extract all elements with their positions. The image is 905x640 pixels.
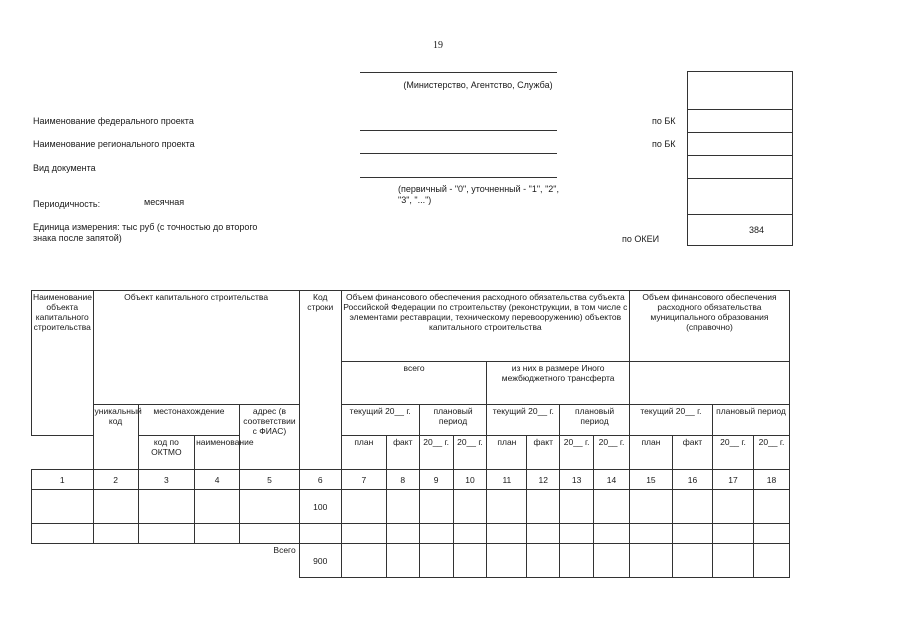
column-number: 6 [299, 470, 341, 490]
data-cell [93, 490, 138, 524]
header-unique-code: уникальный код [93, 405, 138, 470]
column-number: 4 [195, 470, 240, 490]
data-cell [594, 490, 630, 524]
header-object-name: Наименование объекта капитального строительства [32, 291, 94, 436]
data-cell [672, 490, 712, 524]
header-current-year-3: текущий 20__ г. [629, 405, 712, 436]
total-cell [560, 544, 594, 578]
column-number: 8 [386, 470, 419, 490]
header-subject-volume: Объем финансового обеспечения расходного обязательства субъекта Российской Федерации по строительству (реконструкции, в том числе с элементами реставрации, техническому перевооружению) объектов капитального строительства [341, 291, 629, 362]
header-year-9: 20__ г. [419, 436, 453, 470]
codes-box [687, 71, 793, 246]
header-transfer: из них в размере Иного межбюджетного трансферта [487, 362, 630, 405]
column-number: 13 [560, 470, 594, 490]
data-cell [419, 490, 453, 524]
header-fact-1: факт [386, 436, 419, 470]
header-capital-object: Объект капитального строительства [93, 291, 299, 405]
data-cell [712, 524, 753, 544]
column-number: 11 [487, 470, 527, 490]
data-cell [527, 490, 560, 524]
header-address: адрес (в соответствии с ФИАС) [240, 405, 300, 470]
bk-label-1: по БК [652, 116, 676, 126]
bk-label-2: по БК [652, 139, 676, 149]
data-cell [594, 524, 630, 544]
header-year-13: 20__ г. [560, 436, 594, 470]
data-cell [386, 524, 419, 544]
data-cell [195, 524, 240, 544]
data-cell [138, 490, 194, 524]
code-cell-federal [688, 110, 793, 133]
okei-label: по ОКЕИ [622, 234, 660, 244]
federal-project-label: Наименование федерального проекта [33, 116, 194, 126]
data-cell [240, 490, 300, 524]
data-cell [453, 524, 487, 544]
regional-project-label: Наименование регионального проекта [33, 139, 195, 149]
data-cell [32, 524, 94, 544]
header-total: всего [341, 362, 487, 405]
data-cell [487, 490, 527, 524]
header-year-10: 20__ г. [453, 436, 487, 470]
unit-label: Единица измерения: тыс руб (с точностью до второго знака после запятой) [33, 222, 258, 243]
header-planned-period-1: плановый период [419, 405, 487, 436]
column-number: 2 [93, 470, 138, 490]
data-cell [629, 490, 672, 524]
header-current-year-2: текущий 20__ г. [487, 405, 560, 436]
total-cell [753, 544, 789, 578]
doc-type-caption: (первичный - "0", уточненный - "1", "2", "3", "...") [398, 184, 559, 205]
header-municipal-volume: Объем финансового обеспечения расходного обязательства муниципального образования (справочно) [629, 291, 789, 362]
total-cell [712, 544, 753, 578]
ministry-caption: (Министерство, Агентство, Служба) [403, 80, 553, 90]
data-cell [453, 490, 487, 524]
federal-project-line [360, 130, 557, 131]
header-current-year-1: текущий 20__ г. [341, 405, 419, 436]
total-cell [341, 544, 386, 578]
column-number: 1 [32, 470, 94, 490]
column-number: 17 [712, 470, 753, 490]
header-year-14: 20__ г. [594, 436, 630, 470]
column-number: 18 [753, 470, 789, 490]
data-cell [629, 524, 672, 544]
data-cell [299, 524, 341, 544]
periodicity-label: Периодичность: [33, 199, 101, 209]
column-number: 10 [453, 470, 487, 490]
row-code-100: 100 [299, 490, 341, 524]
data-cell [386, 490, 419, 524]
main-table [31, 290, 790, 578]
code-cell-doctype [688, 156, 793, 179]
data-cell [487, 524, 527, 544]
column-number: 14 [594, 470, 630, 490]
total-cell [386, 544, 419, 578]
code-cell-regional [688, 133, 793, 156]
header-plan-3: план [629, 436, 672, 470]
data-cell [672, 524, 712, 544]
total-cell [527, 544, 560, 578]
column-number: 16 [672, 470, 712, 490]
header-year-17: 20__ г. [712, 436, 753, 470]
code-cell-ministry [688, 72, 793, 110]
code-cell-periodicity [688, 179, 793, 215]
doc-type-line [360, 177, 557, 178]
total-code: 900 [299, 544, 341, 578]
column-number: 5 [240, 470, 300, 490]
column-number: 12 [527, 470, 560, 490]
ministry-line [360, 72, 557, 73]
column-number-row [32, 470, 790, 490]
column-number: 7 [341, 470, 386, 490]
okei-value: 384 [688, 215, 793, 246]
total-cell [453, 544, 487, 578]
regional-project-line [360, 153, 557, 154]
total-cell [419, 544, 453, 578]
data-cell [138, 524, 194, 544]
doc-type-label: Вид документа [33, 163, 96, 173]
column-number: 9 [419, 470, 453, 490]
data-cell [527, 524, 560, 544]
data-cell [341, 490, 386, 524]
header-plan-2: план [487, 436, 527, 470]
header-location-name: наименование [195, 436, 240, 470]
periodicity-value: месячная [144, 197, 185, 207]
header-planned-period-2: плановый период [560, 405, 630, 436]
header-fact-2: факт [527, 436, 560, 470]
header-year-18: 20__ г. [753, 436, 789, 470]
total-cell [629, 544, 672, 578]
data-cell [419, 524, 453, 544]
header-planned-period-3: плановый период [712, 405, 789, 436]
header-line-code: Код строки [299, 291, 341, 470]
data-cell [341, 524, 386, 544]
data-cell [93, 524, 138, 544]
data-cell [32, 490, 94, 524]
header-name-spacer [32, 436, 94, 470]
data-cell [753, 490, 789, 524]
data-cell [240, 524, 300, 544]
column-number: 15 [629, 470, 672, 490]
total-cell [672, 544, 712, 578]
data-cell [560, 524, 594, 544]
header-location: местонахождение [138, 405, 240, 436]
total-cell [594, 544, 630, 578]
total-label: Всего [32, 544, 300, 578]
header-fact-3: факт [672, 436, 712, 470]
data-cell [712, 490, 753, 524]
header-plan-1: план [341, 436, 386, 470]
data-cell [753, 524, 789, 544]
header-municipal-spacer [629, 362, 789, 405]
data-cell [195, 490, 240, 524]
page-number: 19 [433, 40, 443, 51]
total-cell [487, 544, 527, 578]
data-cell [560, 490, 594, 524]
column-number: 3 [138, 470, 194, 490]
header-oktmo: код по ОКТМО [138, 436, 194, 470]
